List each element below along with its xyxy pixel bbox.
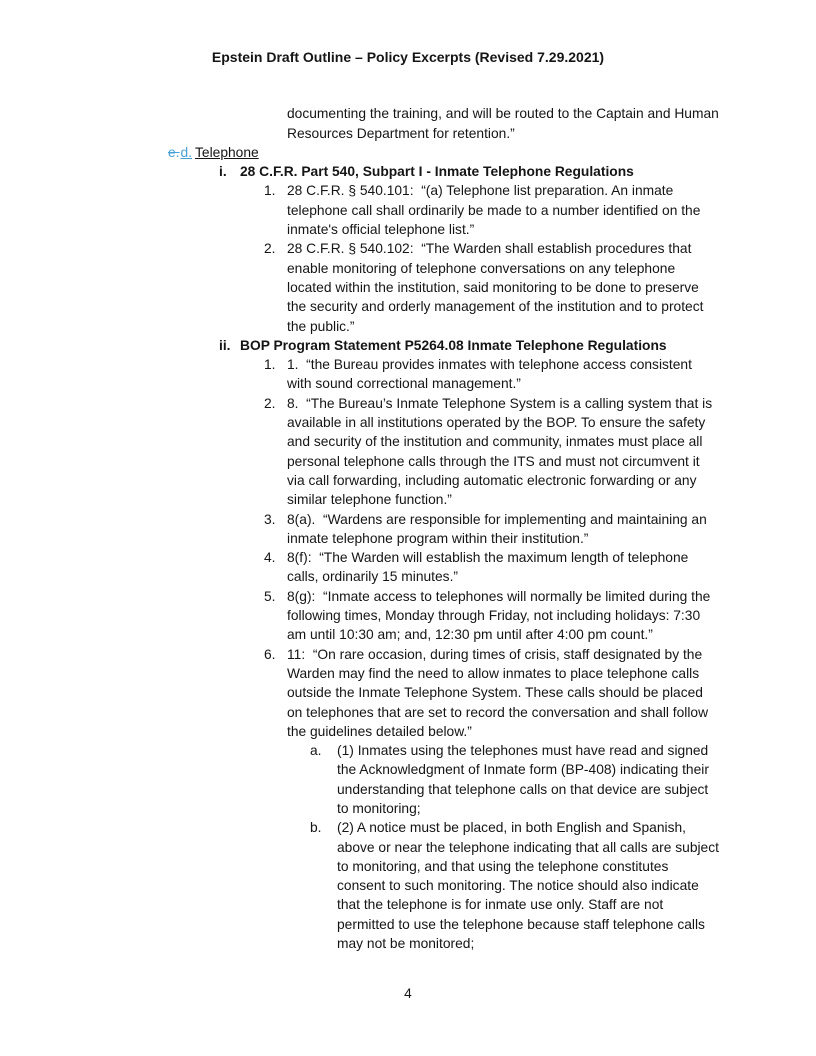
outline-item-text: 11: “On rare occasion, during times of crisis, staff designated by the Warden may find the need to allow inmates to place telephone calls outside the Inmate Telephone System. These calls should be placed on telephones that are set to record the conversation and shall follow the guidelines detailed below.” [287, 646, 712, 739]
outline-heading-telephone [168, 143, 720, 162]
list-marker: 2. [264, 395, 276, 411]
outline-item-text: 1. “the Bureau provides inmates with telephone access consistent with sound correctional management.” [287, 357, 696, 392]
outline-subitem-text: (2) A notice must be placed, in both English and Spanish, above or near the telephone indicating that all calls are subject to monitoring, and that using the telephone constitutes consent to such monitoring. The notice should also indicate that the telephone is for inmate use only. Staff are not permitted to use the telephone because staff telephone calls may not be monitored; [337, 820, 723, 952]
list-marker: 2. [264, 241, 276, 257]
outline-item [0, 548, 720, 587]
section-heading: BOP Program Statement P5264.08 Inmate Telephone Regulations [240, 337, 667, 353]
outline-section-bop-p5264 [0, 336, 720, 355]
continuation-paragraph: documenting the training, and will be routed to the Captain and Human Resources Department for retention.” [287, 106, 723, 141]
list-marker: 3. [264, 511, 276, 527]
outline-item [0, 181, 720, 239]
telephone-heading-label: Telephone [195, 144, 259, 160]
outline-item-text: 28 C.F.R. § 540.101: “(a) Telephone list preparation. An inmate telephone call shall ordinarily be made to a number identified on the inmate's official telephone list.” [287, 183, 705, 238]
deleted-list-marker: e. [168, 144, 180, 160]
outline-item [0, 510, 720, 549]
outline-subitem [0, 818, 723, 953]
document-title: Epstein Draft Outline – Policy Excerpts (Revised 7.29.2021) [211, 49, 605, 65]
list-marker: 6. [264, 646, 276, 662]
outline-item [0, 355, 720, 394]
list-marker: i. [219, 164, 227, 180]
outline-item [0, 587, 720, 645]
outline-item [0, 394, 720, 510]
page-number: 4 [404, 986, 412, 1001]
outline-item-text: 28 C.F.R. § 540.102: “The Warden shall establish procedures that enable monitoring of telephone conversations on any telephone located within the institution, said monitoring to be done to preserve the security and orderly management of the institution and to protect the public.” [287, 241, 708, 334]
outline-item-text: 8(g): “Inmate access to telephones will normally be limited during the following times, Monday through Friday, not including holidays: 7:30 am until 10:30 am; and, 12:30 pm until after 4:00 pm count.” [287, 588, 715, 643]
outline-item [0, 239, 720, 335]
list-marker: a. [310, 743, 322, 759]
list-marker: 5. [264, 588, 276, 604]
outline-subitem [0, 741, 720, 818]
inserted-list-marker: d. [180, 144, 193, 160]
outline-item-text: 8. “The Bureau’s Inmate Telephone System is a calling system that is available in all institutions operated by the BOP. To ensure the safety and security of the institution and community, inmates must place all personal telephone calls through the ITS and must not circumvent it via call forwarding, including automatic electronic forwarding or any similar telephone function.” [287, 395, 716, 508]
section-heading: 28 C.F.R. Part 540, Subpart I - Inmate Telephone Regulations [240, 164, 634, 180]
list-marker: 1. [264, 183, 276, 199]
outline-item-text: 8(a). “Wardens are responsible for implementing and maintaining an inmate telephone program within their institution.” [287, 511, 711, 546]
outline-item [0, 645, 720, 741]
outline-subitem-text: (1) Inmates using the telephones must have read and signed the Acknowledgment of Inmate form (BP-408) indicating their understanding that telephone calls on that device are subject to monitoring; [337, 743, 713, 816]
outline-item-text: 8(f): “The Warden will establish the maximum length of telephone calls, ordinarily 15 minutes.” [287, 550, 693, 585]
outline-section-cfr-540 [0, 162, 720, 181]
list-marker: b. [310, 820, 322, 836]
list-marker: ii. [219, 337, 231, 353]
list-marker: 1. [264, 357, 276, 373]
list-marker: 4. [264, 550, 276, 566]
